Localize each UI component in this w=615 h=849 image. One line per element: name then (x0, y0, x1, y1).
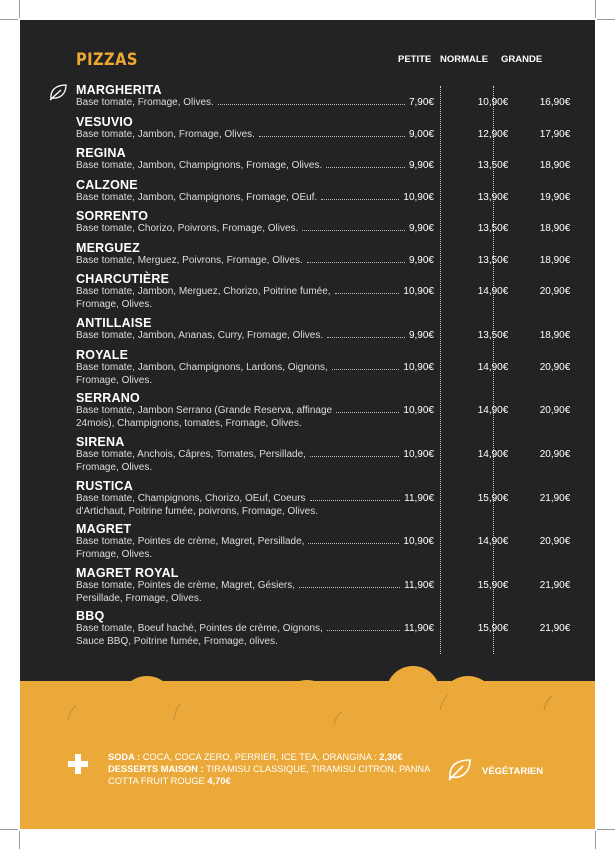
crop-mark (597, 829, 615, 830)
price-grande: 18,90€ (539, 255, 571, 266)
price-normale: 13,50€ (477, 223, 509, 234)
price-grande: 20,90€ (539, 405, 571, 416)
price-normale: 14,90€ (477, 405, 509, 416)
price-normale: 14,90€ (477, 286, 509, 297)
price-grande: 18,90€ (539, 223, 571, 234)
pizza-description-continued: 24mois), Champignons, tomates, Fromage, Olives. (76, 418, 302, 429)
pizza-description-continued: Sauce BBQ, Poitrine fumée, Fromage, olives. (76, 636, 278, 647)
crop-mark (595, 831, 596, 849)
price-grande: 21,90€ (539, 623, 571, 634)
price-normale: 13,90€ (477, 192, 509, 203)
price-petite: 9,00€ (408, 129, 434, 140)
pizza-description-continued: d'Artichaut, Poitrine fumée, poivrons, Fromage, Olives. (76, 506, 319, 517)
pizza-description-continued: Fromage, Olives. (76, 462, 153, 473)
price-petite: 10,90€ (403, 286, 434, 297)
price-normale: 14,90€ (477, 449, 509, 460)
vegetarian-leaf-icon (446, 756, 472, 782)
price-petite: 10,90€ (403, 449, 434, 460)
pizza-description-continued: Fromage, Olives. (76, 375, 153, 386)
desserts-price: 4,70€ (207, 776, 231, 786)
pizza-description: Base tomate, Champignons, Chorizo, OEuf, Coeurs (76, 493, 306, 504)
price-petite: 11,90€ (404, 623, 434, 634)
crop-mark (19, 0, 20, 18)
pizza-description: Base tomate, Pointes de crème, Magret, Persillade, (76, 536, 305, 547)
pizza-name: MERGUEZ (76, 241, 140, 255)
price-normale: 14,90€ (477, 362, 509, 373)
pizza-description-continued: Fromage, Olives. (76, 549, 153, 560)
desserts-label: DESSERTS MAISON : (108, 764, 204, 774)
price-petite: 7,90€ (408, 97, 434, 108)
pizza-name: SERRANO (76, 391, 140, 405)
page-title: PIZZAS (76, 50, 138, 70)
pizza-description: Base tomate, Jambon, Champignons, Lardons, Oignons, (76, 362, 328, 373)
price-petite: 10,90€ (403, 536, 434, 547)
pizza-name: REGINA (76, 146, 126, 160)
pizza-name: BBQ (76, 609, 105, 623)
price-grande: 19,90€ (539, 192, 571, 203)
pizza-description: Base tomate, Jambon, Merguez, Chorizo, Poitrine fumée, (76, 286, 331, 297)
price-grande: 18,90€ (539, 330, 571, 341)
crop-mark (0, 829, 18, 830)
pizza-description: Base tomate, Jambon, Ananas, Curry, Fromage, Olives. (76, 330, 324, 341)
price-grande: 21,90€ (539, 493, 571, 504)
price-grande: 16,90€ (539, 97, 571, 108)
soda-price: 2,30€ (379, 752, 403, 762)
pizza-description: Base tomate, Fromage, Olives. (76, 97, 214, 108)
pizza-description: Base tomate, Merguez, Poivrons, Fromage, Olives. (76, 255, 303, 266)
price-petite: 10,90€ (403, 405, 434, 416)
extras-text (108, 751, 438, 787)
price-petite: 9,90€ (408, 160, 434, 171)
pizza-name: ANTILLAISE (76, 316, 152, 330)
pizza-description: Base tomate, Jambon, Fromage, Olives. (76, 129, 255, 140)
pizza-description-continued: Persillade, Fromage, Olives. (76, 593, 202, 604)
pizza-name: RUSTICA (76, 479, 133, 493)
pizza-description: Base tomate, Jambon, Champignons, Fromage, Olives. (76, 160, 323, 171)
pizza-name: MARGHERITA (76, 83, 162, 97)
crop-mark (597, 19, 615, 20)
crop-mark (19, 831, 20, 849)
price-normale: 15,90€ (477, 580, 509, 591)
pizza-name: CALZONE (76, 178, 138, 192)
pizza-name: MAGRET (76, 522, 132, 536)
plus-icon (68, 754, 88, 774)
price-normale: 12,90€ (477, 129, 509, 140)
crop-mark (595, 0, 596, 18)
price-petite: 9,90€ (408, 223, 434, 234)
price-normale: 10,90€ (477, 97, 509, 108)
pizza-name: CHARCUTIÈRE (76, 272, 170, 286)
pizza-description: Base tomate, Anchois, Câpres, Tomates, Persillade, (76, 449, 306, 460)
price-petite: 10,90€ (403, 362, 434, 373)
column-header-petite: PETITE (398, 54, 432, 65)
column-header-grande: GRANDE (501, 54, 543, 65)
price-petite: 10,90€ (403, 192, 434, 203)
price-normale: 14,90€ (477, 536, 509, 547)
footer-background (20, 20, 595, 829)
pizza-name: SIRENA (76, 435, 125, 449)
pizza-description: Base tomate, Jambon Serrano (Grande Reserva, affinage (76, 405, 333, 416)
price-petite: 11,90€ (404, 493, 434, 504)
pizza-description: Base tomate, Chorizo, Poivrons, Fromage, Olives. (76, 223, 299, 234)
price-petite: 11,90€ (404, 580, 434, 591)
pizza-description: Base tomate, Boeuf haché, Pointes de crème, Oignons, (76, 623, 323, 634)
pizza-name: SORRENTO (76, 209, 149, 223)
pizza-description: Base tomate, Jambon, Champignons, Fromage, OEuf. (76, 192, 318, 203)
price-normale: 13,50€ (477, 330, 509, 341)
pizza-description-continued: Fromage, Olives. (76, 299, 153, 310)
price-grande: 20,90€ (539, 362, 571, 373)
soda-text: COCA, COCA ZERO, PERRIER, ICE TEA, ORANGINA : (140, 752, 380, 762)
crop-mark (0, 19, 18, 20)
pizza-description: Base tomate, Pointes de crème, Magret, Gésiers, (76, 580, 295, 591)
soda-label: SODA : (108, 752, 141, 762)
price-grande: 17,90€ (539, 129, 571, 140)
menu-page (20, 20, 595, 829)
price-normale: 15,90€ (477, 493, 509, 504)
pizza-name: VESUVIO (76, 115, 133, 129)
pizza-name: ROYALE (76, 348, 129, 362)
price-normale: 13,50€ (477, 160, 509, 171)
price-grande: 20,90€ (539, 536, 571, 547)
price-petite: 9,90€ (408, 330, 434, 341)
pizza-name: MAGRET ROYAL (76, 566, 179, 580)
price-grande: 21,90€ (539, 580, 571, 591)
desserts-text: TIRAMISU CLASSIQUE, TIRAMISU CITRON, PANNA COTTA FRUIT ROUGE (108, 764, 430, 786)
price-grande: 20,90€ (539, 449, 571, 460)
price-petite: 9,90€ (408, 255, 434, 266)
price-grande: 18,90€ (539, 160, 571, 171)
price-normale: 13,50€ (477, 255, 509, 266)
column-header-normale: NORMALE (440, 54, 489, 65)
price-normale: 15,90€ (477, 623, 509, 634)
vegetarian-label: VÉGÉTARIEN (482, 766, 544, 777)
price-grande: 20,90€ (539, 286, 571, 297)
